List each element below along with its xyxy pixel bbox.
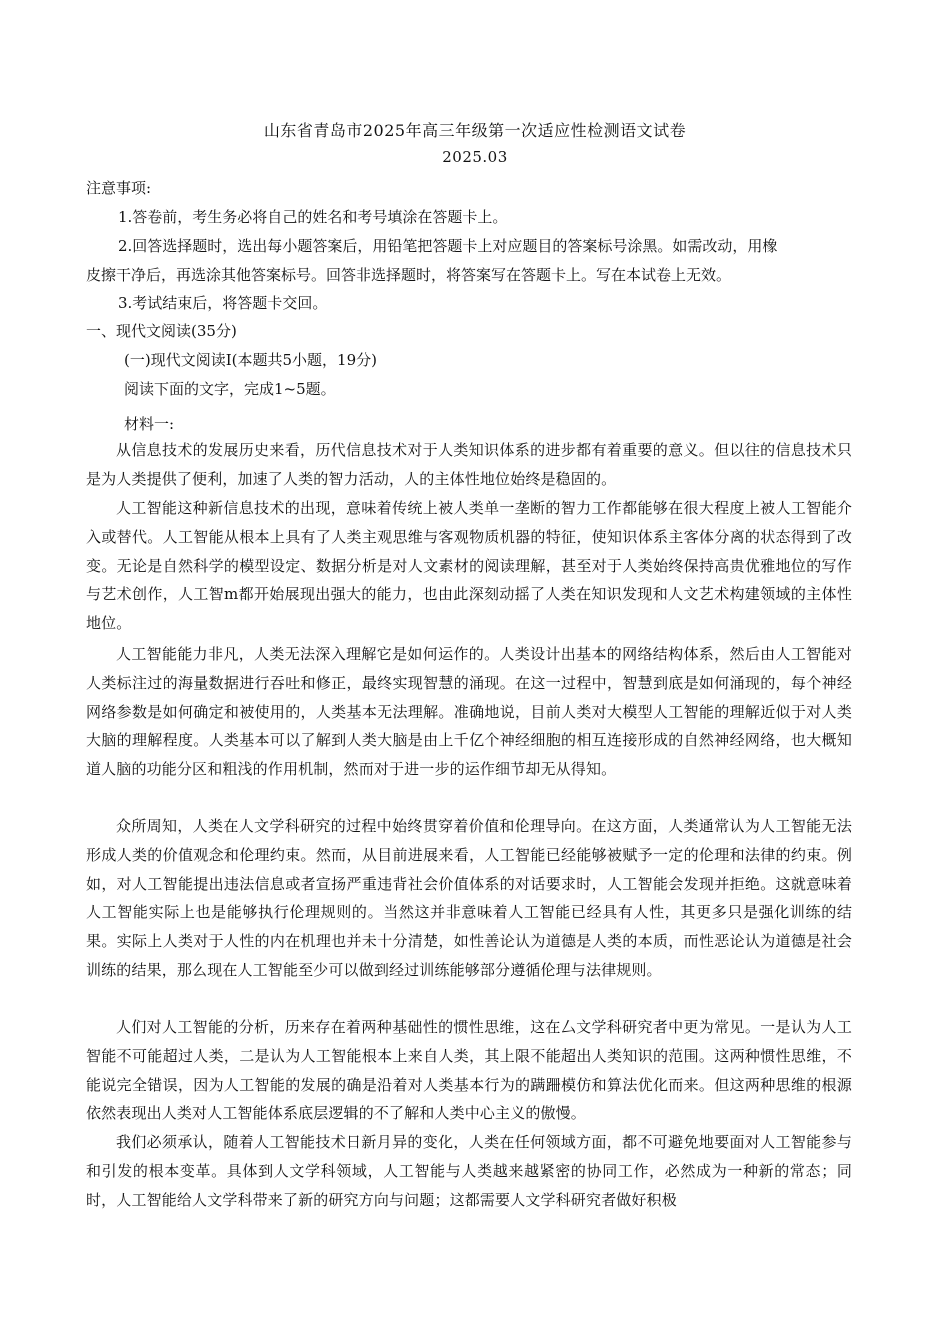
reading-instruction: 阅读下面的文字，完成1~5题。 (124, 380, 336, 398)
exam-title: 山东省青岛市2025年高三年级第一次适应性检测语文试卷 (263, 121, 687, 140)
notice-item-3: 3.考试结束后，将答题卡交回。 (118, 294, 328, 312)
article-paragraph: 众所周知，人类在人文学科研究的过程中始终贯穿着价值和伦理导向。在这方面，人类通常认为人工智能无法形成人类的价值观念和伦理约束。然而，从目前进展来看，人工智能已经能够被赋予一定的伦理和法律的约束。例如，对人工智能提出违法信息或者宣扬严重违背社会价值体系的对话要求时，人工智能会发现并拒绝。这就意味着人工智能实际上也是能够执行伦理规则的。当然这并非意味着人工智能已经具有人性，其更多只是强化训练的结果。实际上人类对于人性的内在机理也并未十分清楚，如性善论认为道德是人类的本质，而性恶论认为道德是社会训练的结果，那么现在人工智能至少可以做到经过训练能够部分遵循伦理与法律规则。 (86, 817, 852, 979)
section-heading: 一、现代文阅读(35分) (86, 322, 237, 340)
article-paragraph: 我们必须承认，随着人工智能技术日新月异的变化，人类在任何领域方面，都不可避免地要面对人工智能参与和引发的根本变革。具体到人文学科领域，人工智能与人类越来越紧密的协同工作，必然成为一种新的常态；同时，人工智能给人文学科带来了新的研究方向与问题；这都需要人文学科研究者做好积极 (86, 1133, 852, 1209)
notice-item-2-line-2: 皮擦干净后，再选涂其他答案标号。回答非选择题时，将答案写在答题卡上。写在本试卷上无效。 (86, 266, 732, 284)
subsection-heading: (一)现代文阅读Ⅰ(本题共5小题，19分) (124, 351, 377, 369)
notice-item-2-line-1: 2.回答选择题时，选出每小题答案后，用铅笔把答题卡上对应题目的答案标号涂黑。如需改动，用橡 (118, 237, 778, 255)
notice-heading: 注意事项: (86, 179, 152, 197)
article-paragraph: 从信息技术的发展历史来看，历代信息技术对于人类知识体系的进步都有着重要的意义。但以往的信息技术只是为人类提供了便利，加速了人类的智力活动，人的主体性地位始终是稳固的。 (86, 441, 852, 488)
article-paragraph: 人工智能能力非凡，人类无法深入理解它是如何运作的。人类设计出基本的网络结构体系，然后由人工智能对人类标注过的海量数据进行吞吐和修正，最终实现智慧的涌现。在这一过程中，智慧到底是如何涌现的，每个神经网络参数是如何确定和被使用的，人类基本无法理解。准确地说，目前人类对大模型人工智能的理解近似于对人类大脑的理解程度。人类基本可以了解到人类大脑是由上千亿个神经细胞的相互连接形成的自然神经网络，也大概知道人脑的功能分区和粗浅的作用机制，然而对于进一步的运作细节却无从得知。 (86, 645, 852, 779)
material-label: 材料一: (124, 415, 175, 433)
article-paragraph: 人工智能这种新信息技术的出现，意味着传统上被人类单一垄断的智力工作都能够在很大程度上被人工智能介入或替代。人工智能从根本上具有了人类主观思维与客观物质机器的特征，使知识体系主客体分离的状态得到了改变。无论是自然科学的模型设定、数据分析是对人文素材的阅读理解，甚至对于人类始终保持高贵优雅地位的写作与艺术创作，人工智m都开始展现出强大的能力，也由此深刻动摇了人类在知识发现和人文艺术构建领域的主体性地位。 (86, 499, 852, 633)
notice-item-1: 1.答卷前，考生务必将自己的姓名和考号填涂在答题卡上。 (118, 208, 508, 226)
exam-date: 2025.03 (442, 148, 508, 166)
article-paragraph: 人们对人工智能的分析，历来存在着两种基础性的惯性思维，这在厶文学科研究者中更为常见。一是认为人工智能不可能超过人类，二是认为人工智能根本上来自人类，其上限不能超出人类知识的范围。这两种惯性思维，不能说完全错误，因为人工智能的发展的确是沿着对人类基本行为的蹒跚模仿和算法优化而来。但这两种思维的根源依然表现出人类对人工智能体系底层逻辑的不了解和人类中心主义的傲慢。 (86, 1018, 852, 1123)
